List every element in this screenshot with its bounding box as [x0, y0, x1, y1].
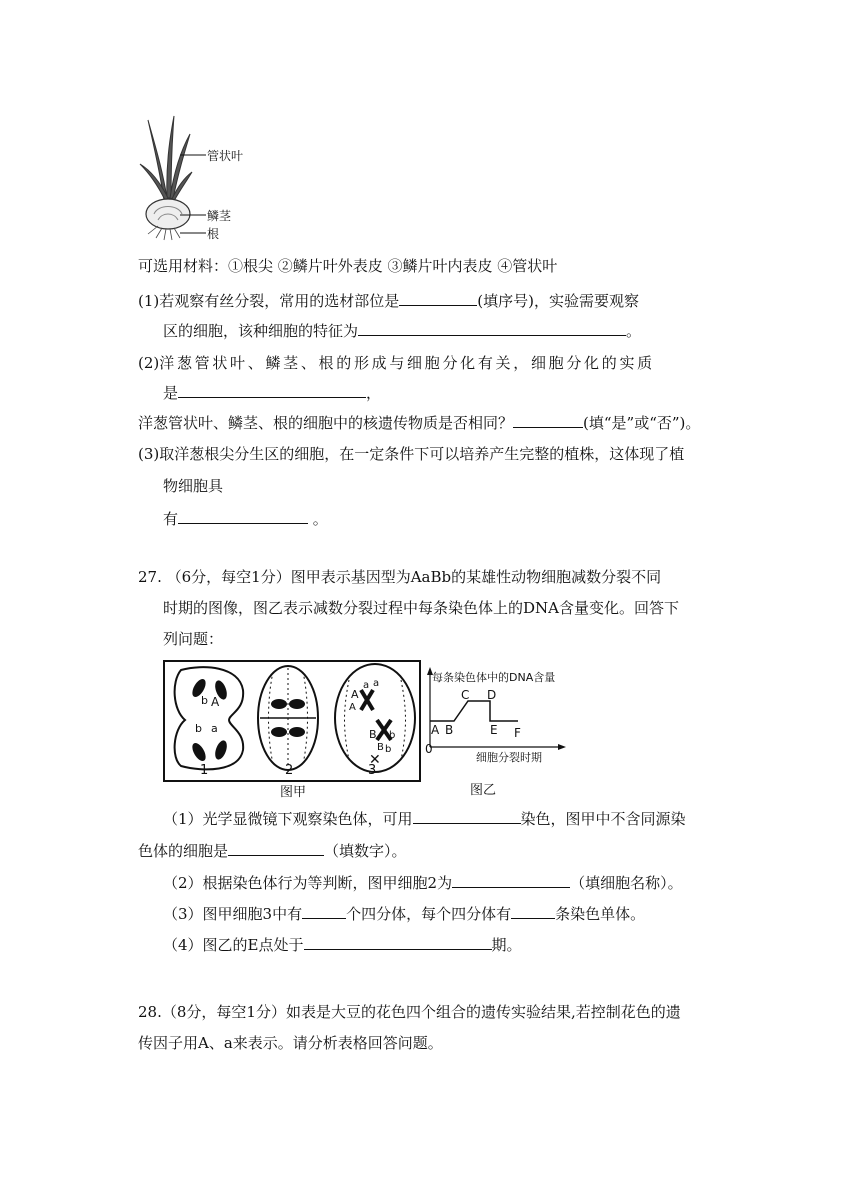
figure-b-xlabel: 细胞分裂时期 [476, 751, 542, 764]
answer-blank[interactable] [304, 934, 492, 950]
answer-blank[interactable] [358, 320, 626, 336]
label-root: 根 [207, 227, 220, 241]
cell-label-1: 1 [200, 763, 209, 778]
svg-text:a: a [363, 680, 370, 691]
part-number: (3) [138, 445, 160, 463]
answer-blank[interactable] [178, 382, 366, 398]
svg-text:A: A [351, 688, 359, 701]
svg-text:A: A [349, 702, 356, 713]
answer-blank[interactable] [302, 903, 346, 919]
svg-text:B: B [369, 728, 377, 741]
part-number: (2) [138, 354, 160, 372]
svg-text:b: b [385, 744, 392, 755]
part-number: (1) [138, 292, 160, 310]
svg-text:A: A [211, 695, 220, 709]
point-c: C [461, 688, 470, 702]
q26-part2-line3: 洋葱管状叶、鳞茎、根的细胞中的核遗传物质是否相同？ (填“是”或“否”)。 [138, 414, 701, 432]
answer-blank[interactable] [178, 508, 308, 524]
svg-text:a: a [211, 722, 218, 735]
label-bulb: 鳞茎 [207, 209, 232, 223]
q26-part2-line1: (2)洋葱管状叶、鳞茎、根的形成与细胞分化有关，细胞分化的实质 [138, 354, 655, 372]
q26-part3-line3: 有 。 [163, 510, 328, 528]
figure-b-origin: 0 [425, 742, 433, 756]
point-a: A [431, 723, 440, 737]
answer-blank[interactable] [228, 840, 324, 856]
label-tubular-leaf: 管状叶 [207, 149, 244, 163]
q28-line2: 传因子用A、a来表示。请分析表格回答问题。 [138, 1034, 443, 1052]
svg-text:✕: ✕ [369, 752, 381, 768]
q27-s3: （3）图甲细胞3中有 个四分体，每个四分体有 条染色单体。 [163, 905, 646, 923]
q27-line2: 时期的图像，图乙表示减数分裂过程中每条染色体上的DNA含量变化。回答下 [163, 599, 679, 617]
svg-text:a: a [373, 678, 380, 689]
q27-s1-line1: （1）光学显微镜下观察染色体，可用 染色，图甲中不含同源染 [163, 810, 686, 828]
q26-part3-line2: 物细胞具 [163, 477, 224, 495]
figure-b-ylabel: 每条染色体中的DNA含量 [432, 671, 556, 684]
q26-part3-line1: (3)取洋葱根尖分生区的细胞，在一定条件下可以培养产生完整的植株，这体现了植 [138, 445, 685, 463]
q27-line1: 27. （6分，每空1分）图甲表示基因型为AaBb的某雄性动物细胞减数分裂不同 [138, 568, 662, 586]
svg-text:b: b [201, 694, 208, 707]
materials-line: 可选用材料：①根尖 ②鳞片叶外表皮 ③鳞片叶内表皮 ④管状叶 [138, 257, 558, 275]
point-f: F [514, 726, 521, 740]
answer-blank[interactable] [413, 808, 521, 824]
q28-line1: 28.（8分，每空1分）如表是大豆的花色四个组合的遗传实验结果,若控制花色的遗 [138, 1003, 681, 1021]
answer-blank[interactable] [513, 412, 583, 428]
q27-s1-line2: 色体的细胞是 （填数字）。 [138, 842, 407, 860]
q27-s2: （2）根据染色体行为等判断，图甲细胞2为 （填细胞名称）。 [163, 874, 683, 892]
q26-part1-line2: 区的细胞，该种细胞的特征为 。 [163, 322, 642, 340]
q26-part2-line2: 是 ， [163, 384, 382, 402]
figure-b-caption: 图乙 [470, 783, 497, 798]
figure-a-caption: 图甲 [280, 785, 307, 800]
q27-line3: 列问题： [163, 630, 224, 648]
answer-blank[interactable] [452, 872, 570, 888]
svg-text:b: b [195, 722, 202, 735]
point-e: E [490, 723, 498, 737]
svg-text:b: b [389, 730, 396, 741]
onion-leader-lines [180, 150, 210, 240]
answer-blank[interactable] [399, 290, 477, 306]
point-d: D [487, 688, 497, 702]
q26-part1-line1: (1)若观察有丝分裂，常用的选材部位是 (填序号)，实验需要观察 [138, 292, 639, 310]
q27-s4: （4）图乙的E点处于 期。 [163, 936, 522, 954]
svg-text:B: B [377, 742, 384, 753]
point-b: B [445, 723, 454, 737]
cell-label-2: 2 [285, 763, 294, 778]
cell-label-3: 3 [368, 763, 377, 778]
answer-blank[interactable] [511, 903, 555, 919]
